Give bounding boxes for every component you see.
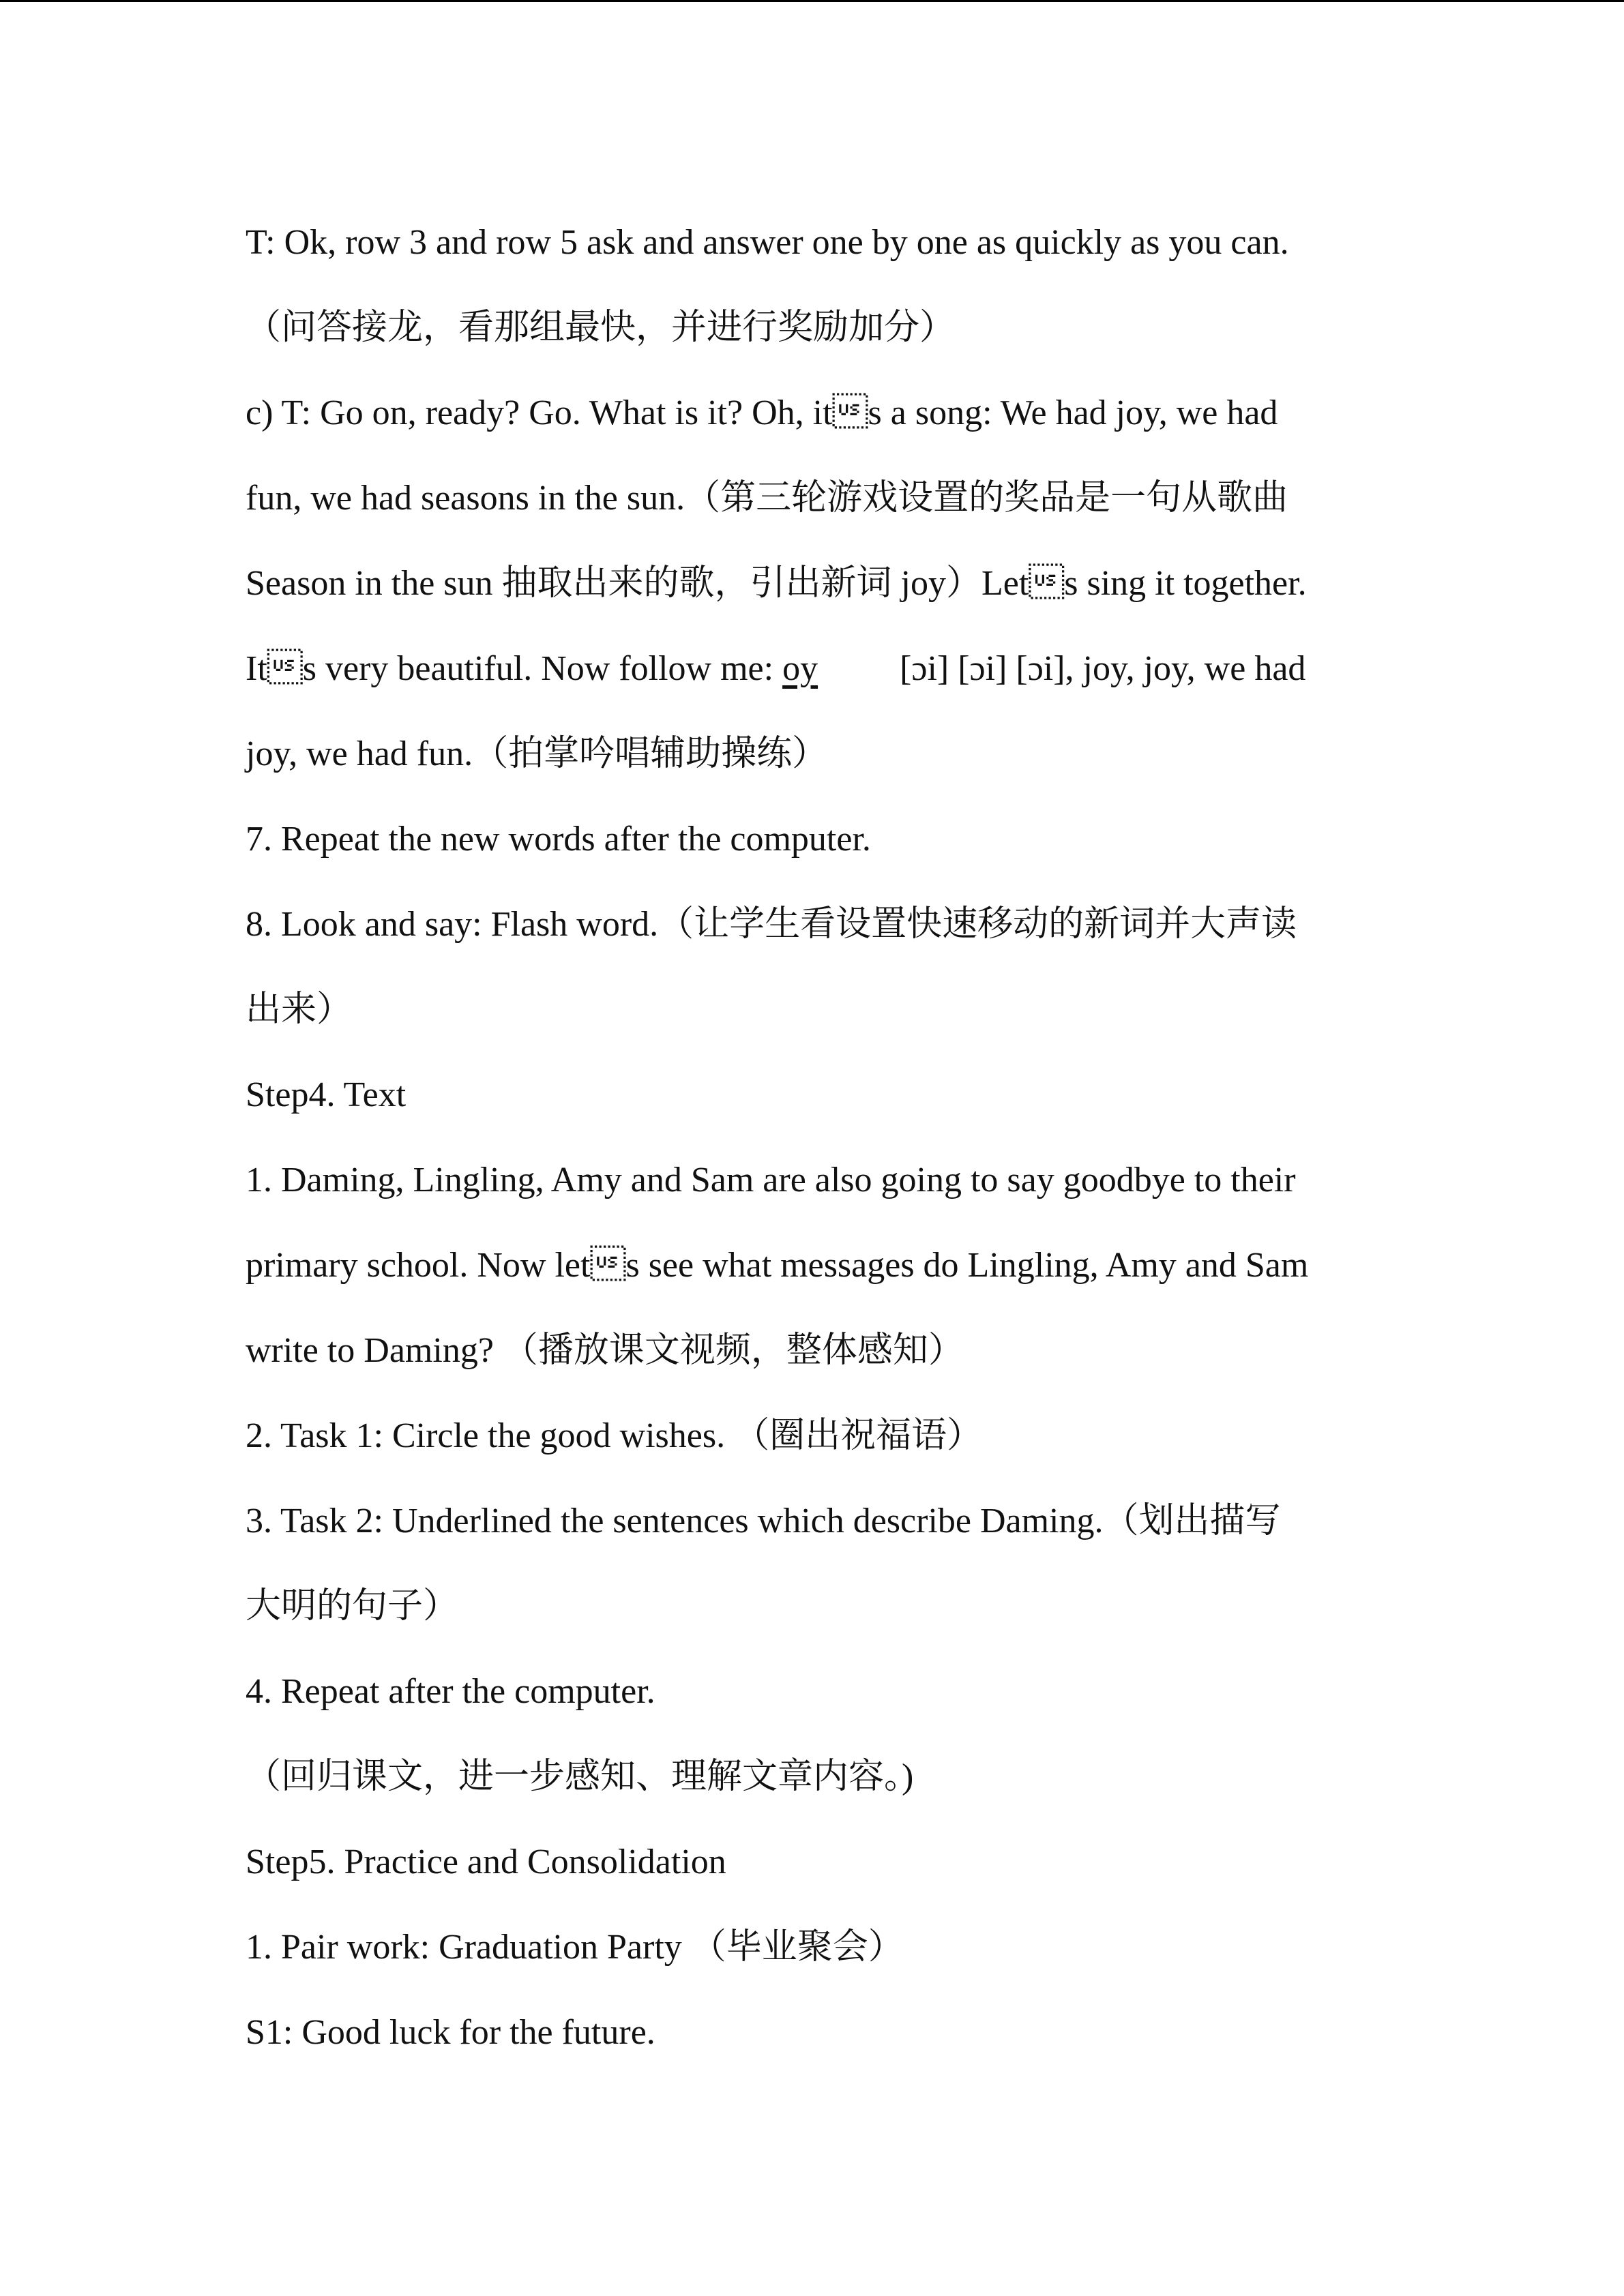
text-segment: [ɔi] [ɔi] [ɔi], joy, joy, we had — [900, 649, 1306, 688]
text-line: 4. Repeat after the computer. — [246, 1672, 655, 1711]
text-line: 8. Look and say: Flash word.（让学生看设置快速移动的新词并大声读 — [246, 905, 1297, 944]
text-line: 2. Task 1: Circle the good wishes. （圈出祝福语） — [246, 1416, 983, 1455]
text-line: primary school. Now let s see what messages do Lingling, Amy and Sam — [246, 1246, 1309, 1285]
text-line: 1. Pair work: Graduation Party （毕业聚会） — [246, 1928, 904, 1967]
text-line: 出来） — [246, 990, 353, 1029]
underlined-letters: oy — [782, 649, 818, 688]
text-line-phonetics — [246, 635, 1391, 720]
text-line: 7. Repeat the new words after the computer. — [246, 820, 871, 859]
text-line: S1: Good luck for the future. — [246, 2013, 655, 2052]
text-line: 1. Daming, Lingling, Amy and Sam are also going to say goodbye to their — [246, 1161, 1296, 1199]
text-line: T: Ok, row 3 and row 5 ask and answer one by one as quickly as you can. — [246, 223, 1289, 262]
text-line: write to Daming? （播放课文视频，整体感知） — [246, 1331, 964, 1370]
text-line: （回归课文，进一步感知、理解文章内容。) — [246, 1757, 914, 1796]
text-line: fun, we had seasons in the sun.（第三轮游戏设置的奖品是一句从歌曲 — [246, 479, 1288, 518]
section-heading: Step4. Text — [246, 1075, 407, 1114]
text-line: Season in the sun 抽取出来的歌，引出新词 joy）Let s sing it together. — [246, 564, 1307, 603]
section-heading: Step5. Practice and Consolidation — [246, 1843, 726, 1881]
document-body — [246, 209, 1391, 2084]
text-line: 3. Task 2: Underlined the sentences which describe Daming.（划出描写 — [246, 1502, 1281, 1540]
text-segment: It s very beautiful. Now follow me: — [246, 649, 783, 688]
text-line: c) T: Go on, ready? Go. What is it? Oh, it s a song: We had joy, we had — [246, 393, 1278, 432]
text-line: joy, we had fun.（拍掌吟唱辅助操练） — [246, 734, 828, 773]
text-line: 大明的句子） — [246, 1587, 459, 1626]
text-line: （问答接龙，看那组最快，并进行奖励加分） — [246, 308, 956, 347]
